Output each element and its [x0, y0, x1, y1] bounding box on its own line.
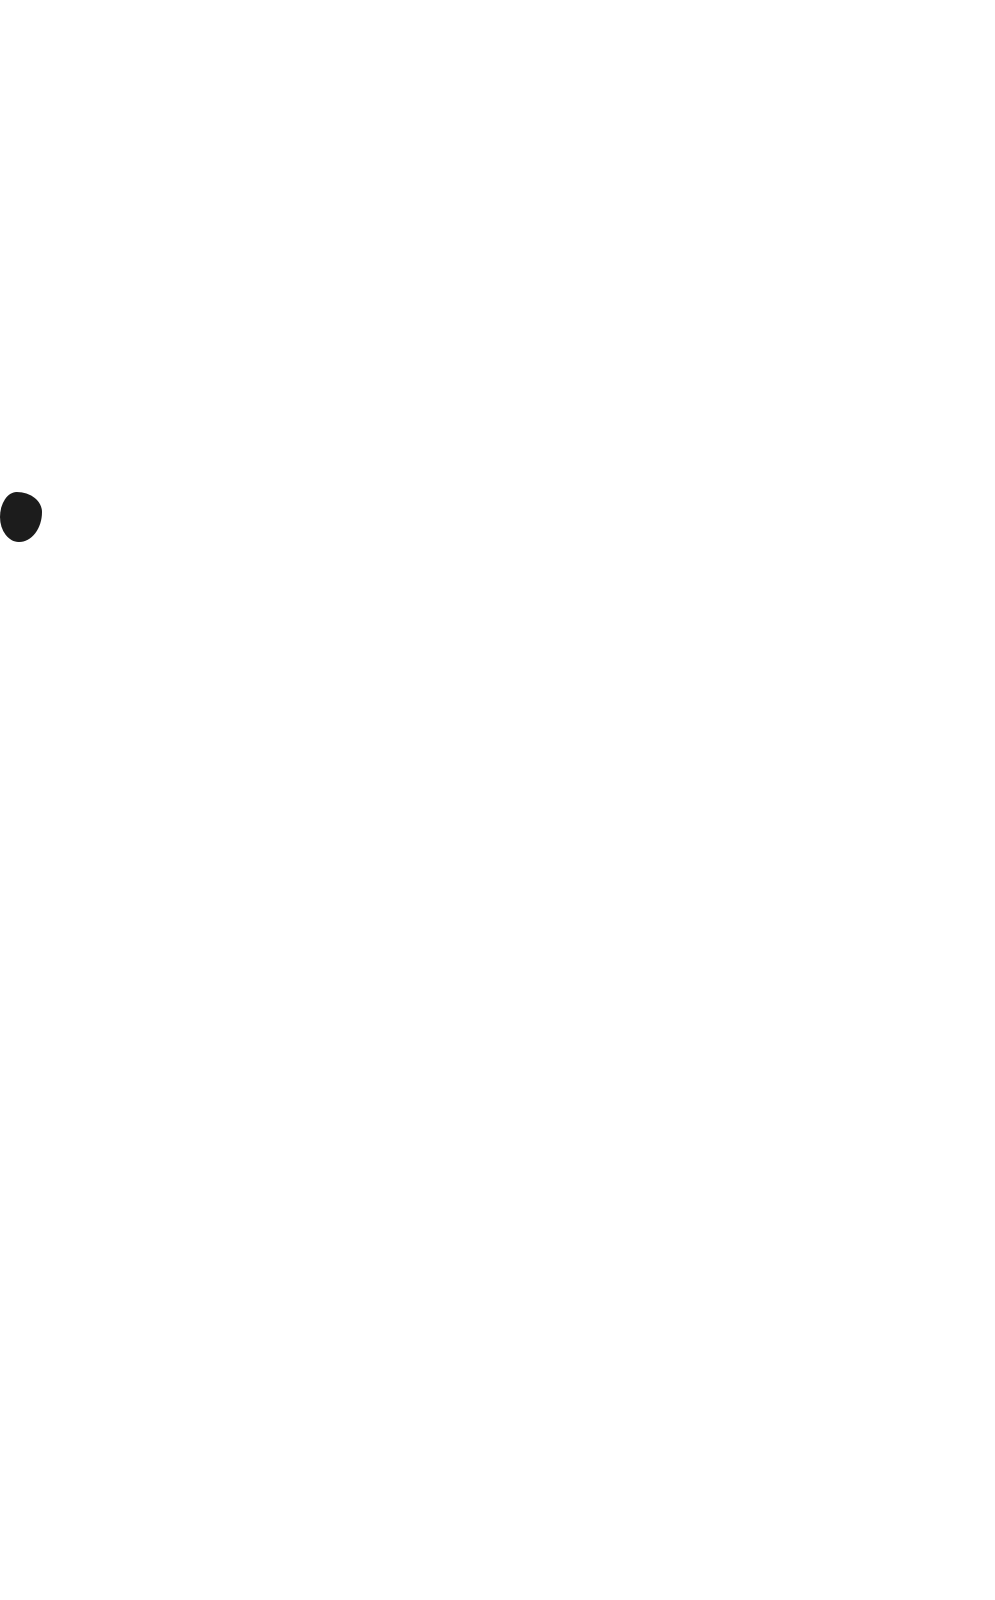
scan-ink-blot — [0, 492, 42, 542]
watermark-logo — [776, 1512, 981, 1594]
answer-content — [58, 178, 898, 204]
